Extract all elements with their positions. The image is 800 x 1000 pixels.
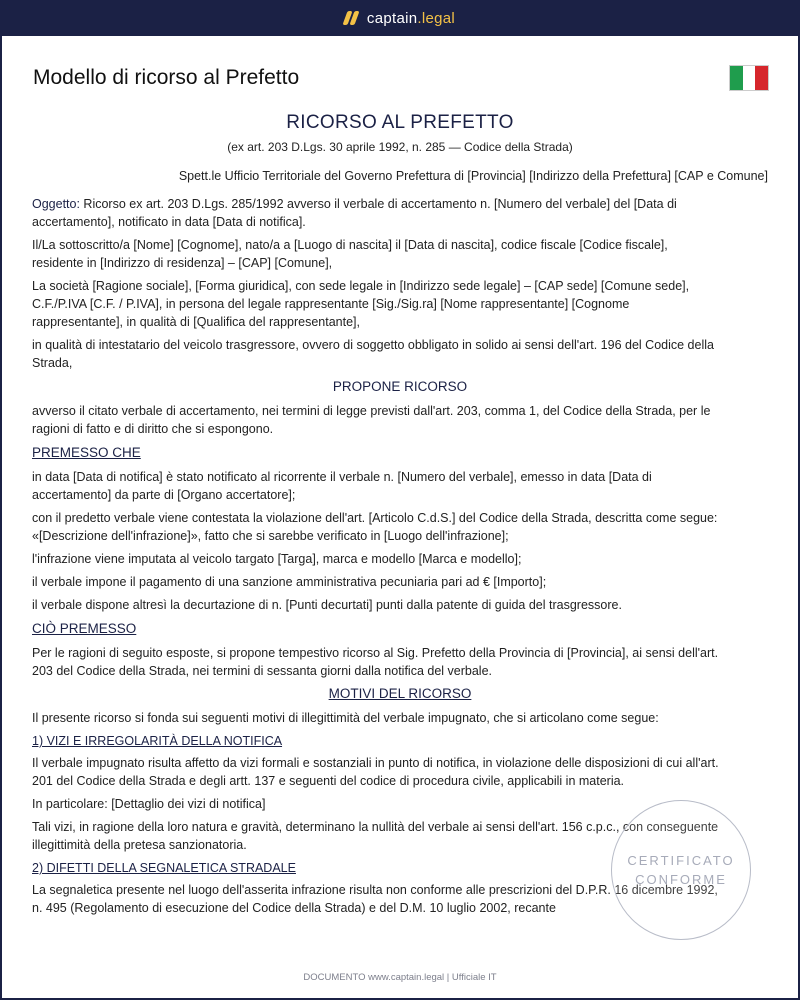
motivo-2-heading: 2) DIFETTI DELLA SEGNALETICA STRADALE [32,861,296,875]
document-footer: DOCUMENTO www.captain.legal | Ufficiale IT [303,972,497,983]
motivo-1-conclusion: Tali vizi, in ragione della loro natura e gravità, determinano la nullità del verbale ai sensi dell'art. 156 c.p.c., con conseguente illegittimità della pretesa sanzionatoria. [32,820,719,852]
oggetto-paragraph [32,195,722,231]
sottoscritto-paragraph: Il/La sottoscritto/a [Nome] [Cognome], nato/a a [Luogo di nascita] il [Data di nascita], codice fiscale [Codice fiscale], residente in [Indirizzo di residenza] – [CAP] [Comune], [32,238,668,270]
stamp-line-2: CONFORME [635,872,727,887]
document-page [2,36,798,998]
motivo-2-paragraph: La segnaletica presente nel luogo dell'asserita infrazione risulta non conforme alle prescrizioni del D.P.R. 16 dicembre 1992, n. 495 (Regolamento di esecuzione del Codice della Strada) e del D.M. 10 luglio 2002, recante [32,883,718,915]
oggetto-text: Ricorso ex art. 203 D.Lgs. 285/1992 avverso il verbale di accertamento n. [Numero del verbale] del [Data di accertamento], notificato in data [Data di notifica]. [32,197,677,229]
premesso-che-heading: PREMESSO CHE [32,445,141,460]
premesso-item: il verbale impone il pagamento di una sanzione amministrativa pecuniaria pari ad € [Importo]; [32,575,547,589]
top-bar [0,0,800,36]
motivi-intro-paragraph: Il presente ricorso si fonda sui seguenti motivi di illegittimità del verbale impugnato, che si articolano come segue: [32,711,659,725]
premesso-item: in data [Data di notifica] è stato notificato al ricorrente il verbale n. [Numero del verbale], emesso in data [Data di accertamento] da parte di [Organo accertatore]; [32,470,652,502]
document-subtitle: (ex art. 203 D.Lgs. 30 aprile 1992, n. 285 — Codice della Strada) [227,140,573,154]
addressee: Spett.le Ufficio Territoriale del Governo Prefettura di [Provincia] [Indirizzo della Prefettura] [CAP e Comune] [178,169,768,183]
page-title: Modello di ricorso al Prefetto [33,66,300,89]
intestatario-paragraph: in qualità di intestatario del veicolo trasgressore, ovvero di soggetto obbligato in solido ai sensi dell'art. 196 del Codice della Strada, [32,338,714,370]
motivo-1-heading: 1) VIZI E IRREGOLARITÀ DELLA NOTIFICA [32,734,283,748]
motivo-1-paragraph: Il verbale impugnato risulta affetto da vizi formali e sostanziali in punto di notifica, in violazione delle disposizioni di cui all'art. 201 del Codice della Strada e degli artt. 137 e seguenti del codice di procedura civile, applicabili in materia. [32,756,719,788]
motivo-1-detail: In particolare: [Dettaglio dei vizi di notifica] [32,797,266,811]
certificato-conforme-stamp [611,800,751,940]
italy-flag-icon [729,65,769,91]
premesso-item: con il predetto verbale viene contestata la violazione dell'art. [Articolo C.d.S.] del Codice della Strada, descritta come segue: «[Descrizione dell'infrazione]», fatto che si sarebbe verificato in [Luogo dell'infrazione]; [32,511,718,543]
premesso-item: il verbale dispone altresì la decurtazione di n. [Punti decurtati] punti dalla patente di guida del trasgressore. [32,598,622,612]
cio-premesso-paragraph: Per le ragioni di seguito esposte, si propone tempestivo ricorso al Sig. Prefetto della Provincia di [Provincia], ai sensi dell'art. 203 del Codice della Strada, nei termini di sessanta giorni dalla notifica del verbale. [32,646,719,678]
cio-premesso-heading: CIÒ PREMESSO [32,621,137,636]
motivi-heading: MOTIVI DEL RICORSO [328,686,472,701]
societa-paragraph: La società [Ragione sociale], [Forma giuridica], con sede legale in [Indirizzo sede legale] – [CAP sede] [Comune sede], C.F./P.IVA [C.F. / P.IVA], in persona del legale rappresentante [Sig./Sig.ra] [Nome rappresentante] [Cognome rappresentante], in qualità di [Qualifica del rappresentante], [32,279,690,329]
stamp-line-1: CERTIFICATO [627,853,735,868]
propone-ricorso-heading: PROPONE RICORSO [332,379,468,394]
premesso-item: l'infrazione viene imputata al veicolo targato [Targa], marca e modello [Marca e modello]; [32,552,522,566]
propone-paragraph: avverso il citato verbale di accertamento, nei termini di legge previsti dall'art. 203, comma 1, del Codice della Strada, per le ragioni di fatto e di diritto che si espongono. [32,404,711,436]
captain-legal-logo-icon[interactable] [342,11,359,25]
brand-name[interactable]: captain.legal [366,9,456,27]
document-main-title: RICORSO AL PREFETTO [286,112,514,133]
oggetto-label: Oggetto: [32,197,80,211]
document-body [32,110,768,922]
